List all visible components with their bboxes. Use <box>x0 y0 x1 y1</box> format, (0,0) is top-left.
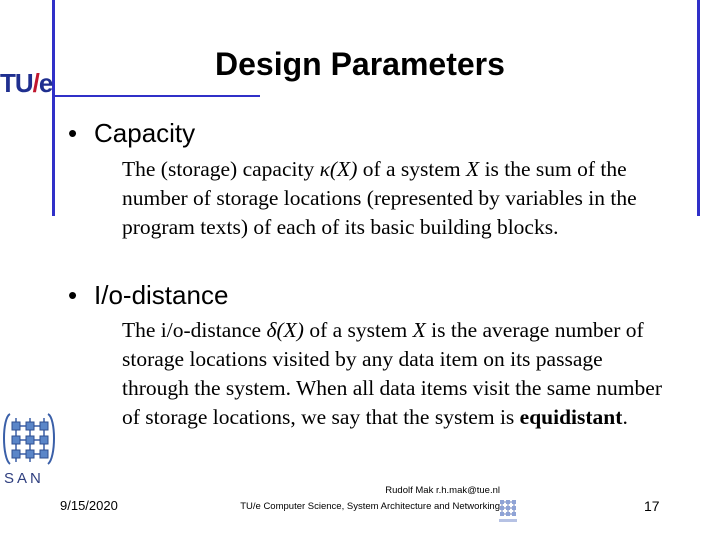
math-delta: δ(X) <box>266 318 304 342</box>
math-x: X <box>466 157 480 181</box>
frame-line-left <box>52 0 55 216</box>
bullet-dot: • <box>68 280 78 310</box>
definition-io-distance <box>122 316 668 432</box>
footer-author: Rudolf Mak r.h.mak@tue.nl <box>385 485 500 496</box>
term-equidistant: equidistant <box>519 405 623 429</box>
network-grid-icon <box>497 498 519 529</box>
math-x: X <box>412 318 426 342</box>
tue-logo <box>0 70 52 96</box>
definition-text: is the average number of storage locations visited by any data item on its passage through the system. When all data items visit the same number of storage locations, we say that the system is <box>122 318 662 429</box>
math-kappa: κ(X) <box>319 157 358 181</box>
definition-text: The i/o-distance <box>122 318 267 342</box>
frame-line-right <box>697 0 700 216</box>
footer-date: 9/15/2020 <box>60 498 118 513</box>
definition-text: of a system <box>303 318 413 342</box>
definition-text: is the sum of the number of storage locations (represented by variables in the program texts) of each of its basic building blocks. <box>122 157 637 239</box>
bullet-dot: • <box>68 118 78 148</box>
bullet-io-distance <box>68 282 228 308</box>
page-title: Design Parameters <box>215 46 505 82</box>
header-underline <box>55 95 260 97</box>
definition-text: of a system <box>357 157 467 181</box>
san-logo-text: SAN <box>4 470 44 487</box>
tue-logo-slash: / <box>32 68 39 98</box>
page-number: 17 <box>644 498 660 514</box>
footer-department: TU/e Computer Science, System Architecture and Networking <box>240 501 500 512</box>
definition-text: . <box>622 405 628 429</box>
bullet-label: I/o-distance <box>94 280 229 310</box>
bullet-label: Capacity <box>94 118 196 148</box>
bullet-capacity <box>68 120 195 146</box>
definition-capacity <box>122 155 668 242</box>
definition-text: The (storage) capacity <box>122 157 320 181</box>
tue-logo-end: e <box>38 68 53 98</box>
tue-logo-main: TU <box>0 68 33 98</box>
footer-credits <box>210 483 500 515</box>
san-logo-icon <box>0 408 62 493</box>
